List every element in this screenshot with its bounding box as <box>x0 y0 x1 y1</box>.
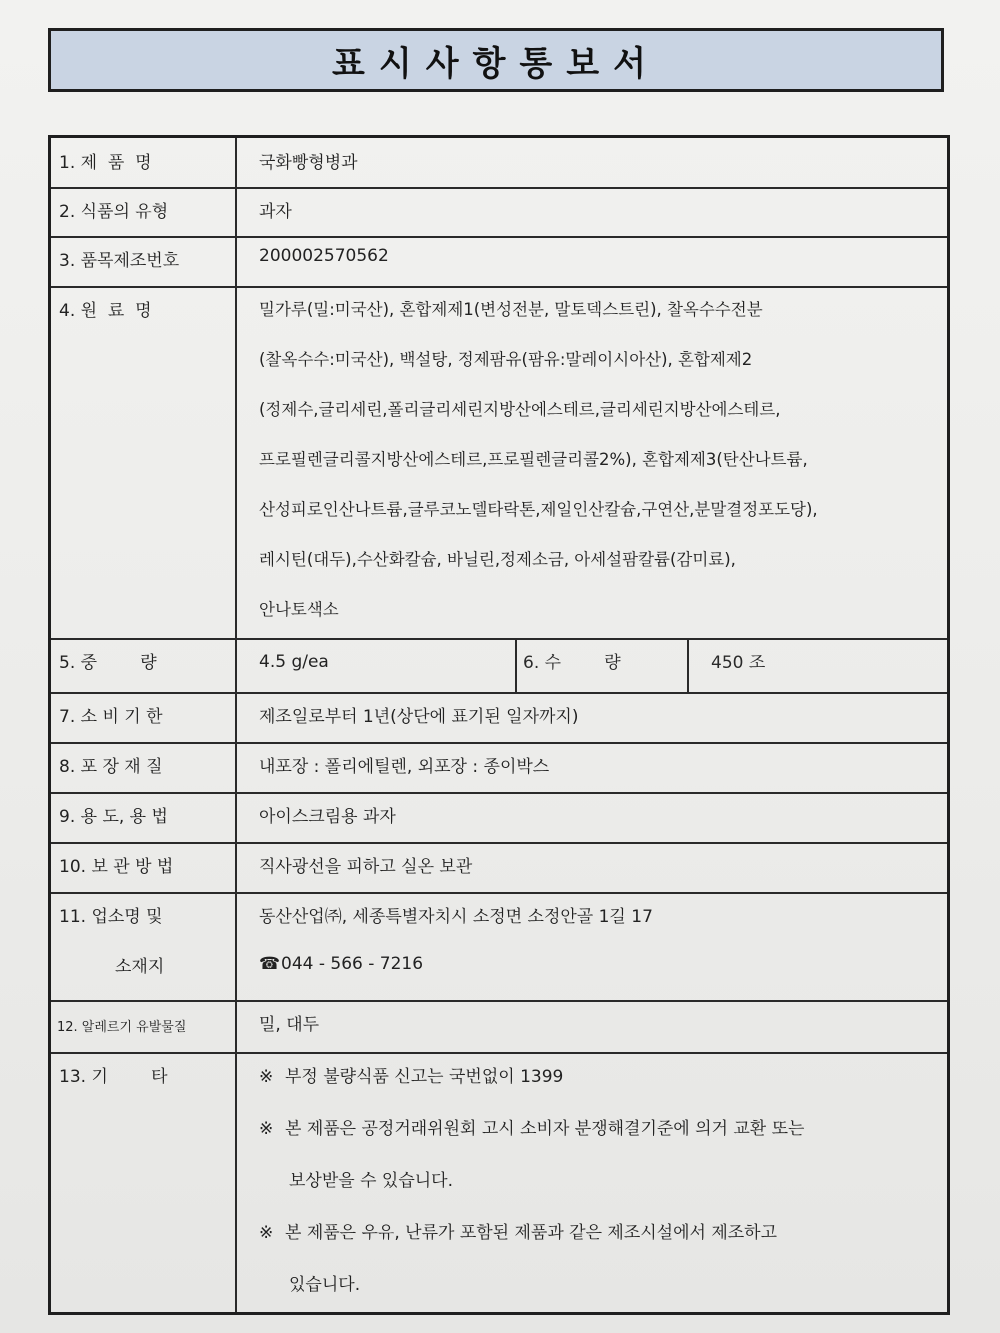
value-food-type: 과자 <box>259 202 292 222</box>
row-weight-quantity <box>51 638 947 694</box>
row-product-name <box>51 138 947 189</box>
row-storage <box>51 842 947 894</box>
value-shelf-life: 제조일로부터 1년(상단에 표기된 일자까지) <box>259 707 579 727</box>
ingredients-line: (찰옥수수:미국산), 백설탕, 정제팜유(팜유:말레이시아산), 혼합제제2 <box>259 350 753 369</box>
reference-mark: ※ <box>259 1223 274 1243</box>
label-food-type: 2. 식품의 유형 <box>51 187 237 236</box>
label-other: 13. 기 타 <box>51 1052 237 1312</box>
ingredients-line: 안나토색소 <box>259 600 339 619</box>
row-shelf-life <box>51 692 947 744</box>
note-text: 본 제품은 우유, 난류가 포함된 제품과 같은 제조시설에서 제조하고 <box>285 1223 778 1243</box>
label-ingredients: 4. 원 료 명 <box>51 286 237 638</box>
row-food-type <box>51 187 947 238</box>
note-item <box>259 1116 947 1168</box>
ingredients-line: 레시틴(대두),수산화칼슘, 바닐린,정제소금, 아세설팜칼륨(감미료), <box>259 550 736 569</box>
note-text: 부정 불량식품 신고는 국번없이 1399 <box>285 1067 564 1087</box>
ingredients-line: 산성피로인산나트륨,글루코노델타락톤,제일인산칼슘,구연산,분말결정포도당), <box>259 500 818 519</box>
label-company <box>51 892 237 1000</box>
note-continuation: 보상받을 수 있습니다. <box>289 1171 454 1191</box>
label-product-name: 1. 제 품 명 <box>51 138 237 187</box>
value-storage: 직사광선을 피하고 실온 보관 <box>259 857 473 877</box>
row-usage <box>51 792 947 844</box>
label-notification-form <box>48 135 950 1315</box>
label-usage: 9. 용 도, 용 법 <box>51 792 237 842</box>
value-product-name: 국화빵형병과 <box>259 153 358 173</box>
title-box <box>48 28 944 92</box>
note-continuation: 있습니다. <box>289 1275 361 1295</box>
label-packaging: 8. 포 장 재 질 <box>51 742 237 792</box>
row-packaging <box>51 742 947 794</box>
ingredients-line: 프로필렌글리콜지방산에스테르,프로필렌글리콜2%), 혼합제제3(탄산나트륨, <box>259 450 808 469</box>
value-report-no: 200002570562 <box>259 246 389 266</box>
reference-mark: ※ <box>259 1067 274 1087</box>
value-ingredients <box>237 286 947 638</box>
row-ingredients <box>51 286 947 640</box>
label-storage: 10. 보 관 방 법 <box>51 842 237 892</box>
label-allergens: 12. 알레르기 유발물질 <box>51 1000 237 1052</box>
ingredients-line: 밀가루(밀:미국산), 혼합제제1(변성전분, 말토덱스트린), 찰옥수수전분 <box>259 300 763 319</box>
label-company-line1: 11. 업소명 및 <box>59 907 163 927</box>
ingredients-line: (정제수,글리세린,폴리글리세린지방산에스테르,글리세린지방산에스테르, <box>259 400 781 419</box>
value-quantity: 450 조 <box>711 653 766 673</box>
row-other <box>51 1052 947 1312</box>
label-company-line2: 소재지 <box>115 957 165 977</box>
reference-mark: ※ <box>259 1119 274 1139</box>
note-item <box>259 1064 947 1116</box>
company-phone-line <box>259 954 947 974</box>
note-text: 본 제품은 공정거래위원회 고시 소비자 분쟁해결기준에 의거 교환 또는 <box>285 1119 805 1139</box>
phone-icon: ☎ <box>259 954 281 974</box>
label-report-no: 3. 품목제조번호 <box>51 236 237 286</box>
value-other <box>237 1052 947 1312</box>
value-weight: 4.5 g/ea <box>259 652 329 672</box>
value-usage: 아이스크림용 과자 <box>259 807 396 827</box>
note-item <box>259 1220 947 1272</box>
value-allergens: 밀, 대두 <box>259 1015 320 1035</box>
row-company <box>51 892 947 1002</box>
value-company <box>237 892 947 1000</box>
label-quantity: 6. 수 량 <box>515 638 689 692</box>
label-shelf-life: 7. 소 비 기 한 <box>51 692 237 742</box>
value-packaging: 내포장 : 폴리에틸렌, 외포장 : 종이박스 <box>259 757 550 777</box>
label-weight: 5. 중 량 <box>51 638 237 692</box>
company-address: 동산산업㈜, 세종특별자치시 소정면 소정안골 1길 17 <box>259 907 653 927</box>
document-title: 표시사항통보서 <box>332 43 660 84</box>
company-phone: 044 - 566 - 7216 <box>281 954 424 974</box>
row-report-no <box>51 236 947 288</box>
row-allergens <box>51 1000 947 1054</box>
